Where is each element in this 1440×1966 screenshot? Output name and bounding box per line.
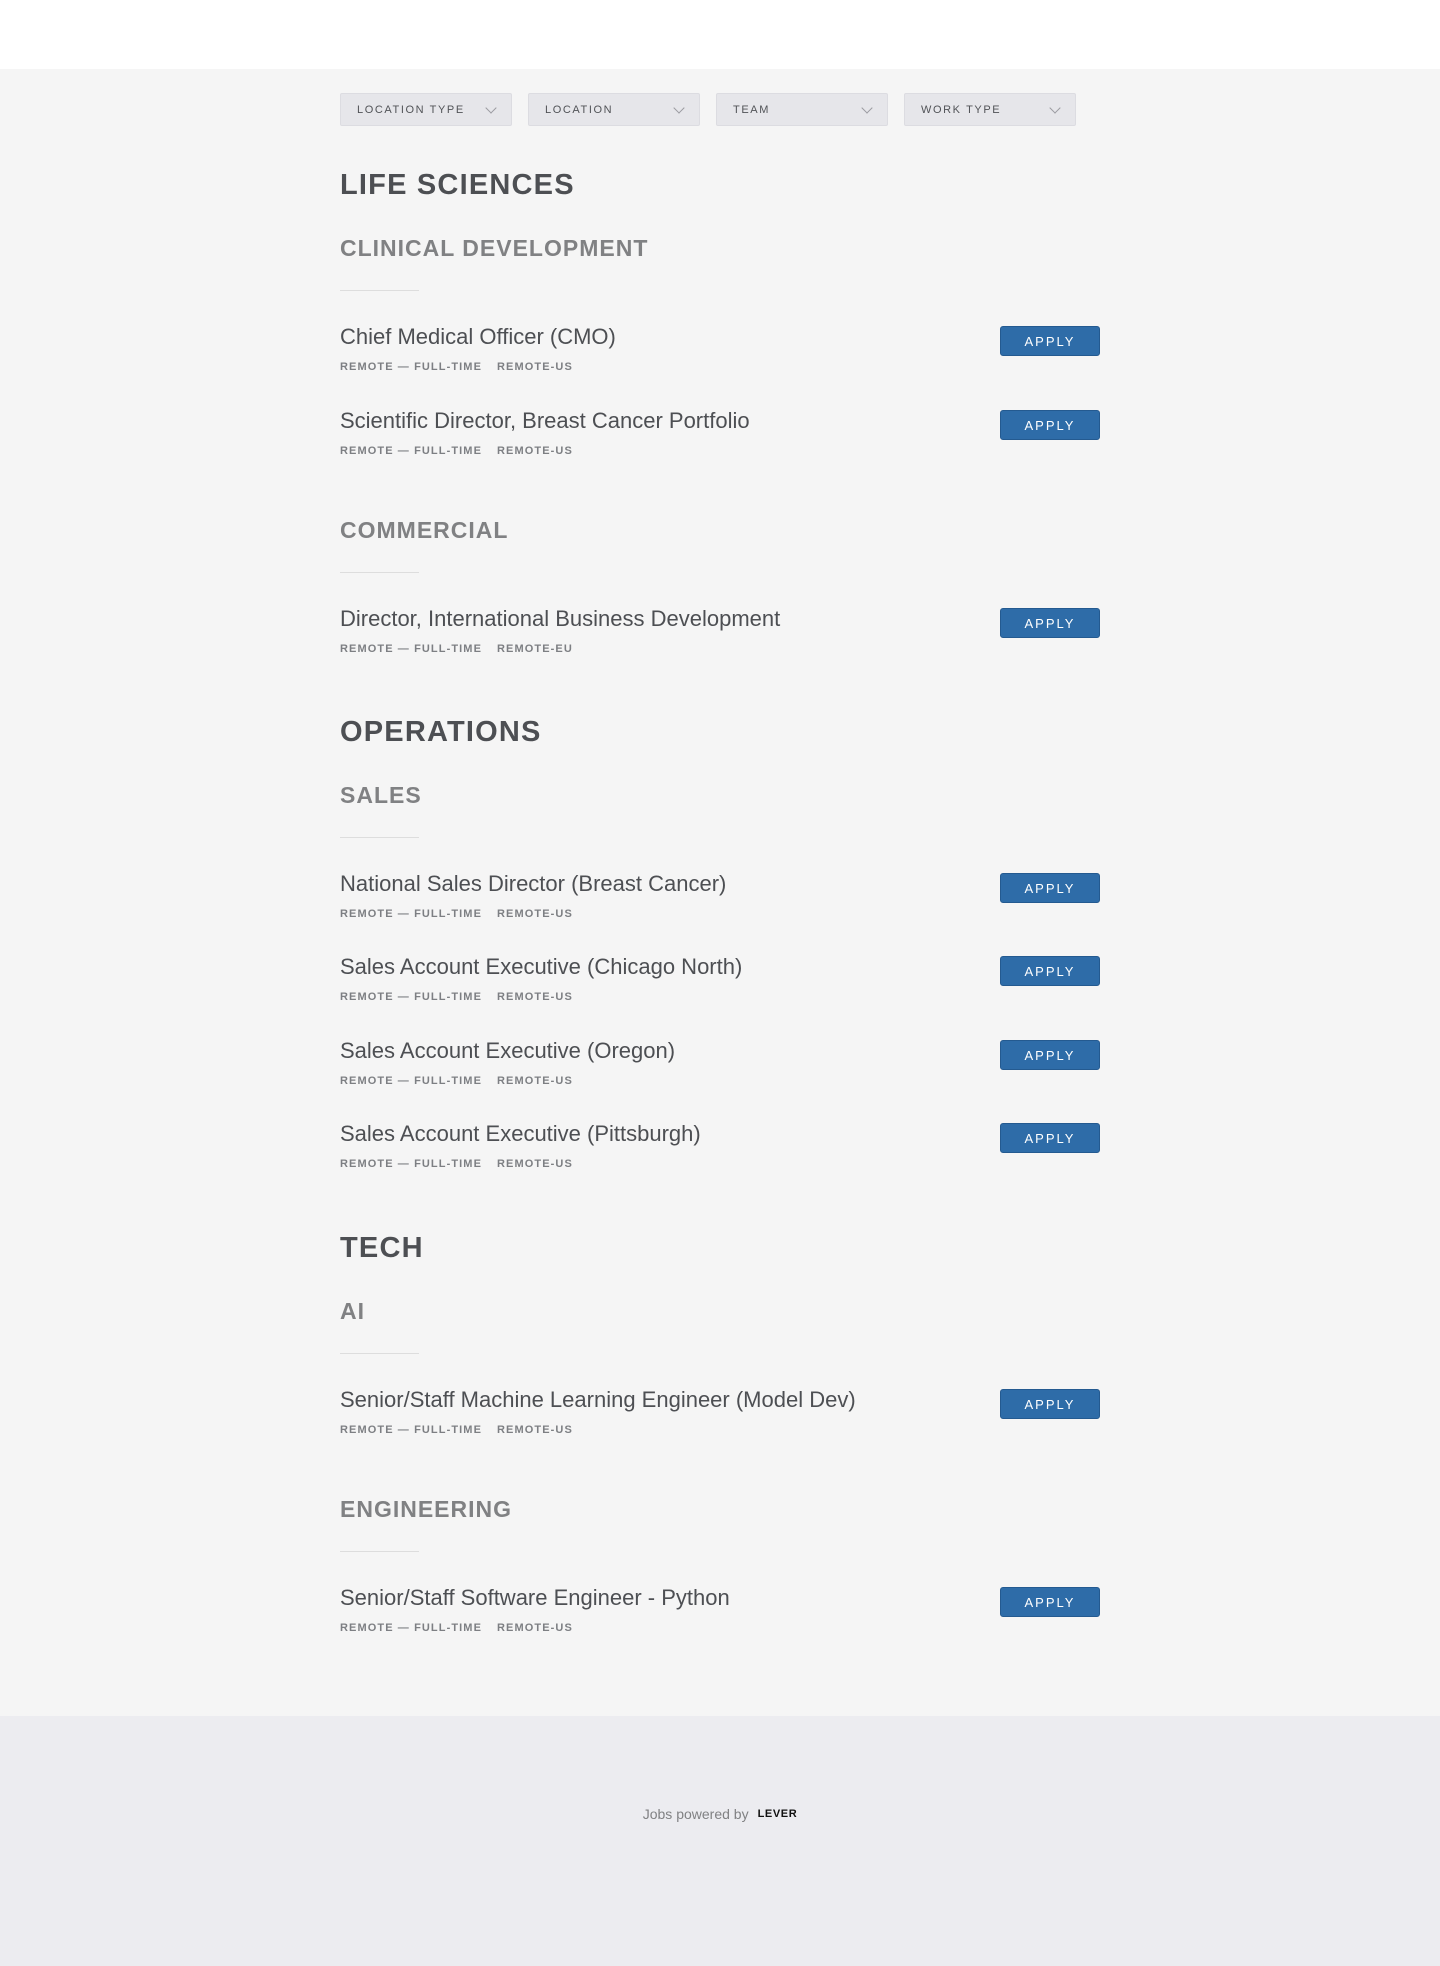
- posting-item: [340, 1387, 1100, 1447]
- posting-commitment: REMOTE — FULL-TIME: [340, 991, 483, 1003]
- posting-commitment: REMOTE — FULL-TIME: [340, 1158, 483, 1170]
- apply-button[interactable]: APPLY: [1000, 608, 1100, 638]
- department-title: TECH: [340, 1232, 424, 1264]
- apply-button[interactable]: APPLY: [1000, 1040, 1100, 1070]
- posting-title-link[interactable]: Sales Account Executive (Pittsburgh): [340, 1121, 701, 1146]
- team-title: ENGINEERING: [340, 1496, 513, 1522]
- posting-location: REMOTE-US: [497, 991, 573, 1003]
- team-title: COMMERCIAL: [340, 517, 509, 543]
- posting-commitment: REMOTE — FULL-TIME: [340, 643, 483, 655]
- chevron-down-icon: [485, 102, 496, 113]
- filter-work-type[interactable]: [904, 93, 1076, 126]
- posting-item: [340, 1585, 1100, 1645]
- filter-label: TEAM: [733, 103, 770, 116]
- chevron-down-icon: [1049, 102, 1060, 113]
- team-divider: [340, 1353, 419, 1354]
- chevron-down-icon: [861, 102, 872, 113]
- team-divider: [340, 290, 419, 291]
- posting-title-link[interactable]: Sales Account Executive (Chicago North): [340, 954, 743, 979]
- posting-title-link[interactable]: Scientific Director, Breast Cancer Portfolio: [340, 408, 750, 433]
- filter-team[interactable]: [716, 93, 888, 126]
- posting-categories: [340, 1424, 573, 1436]
- apply-button[interactable]: APPLY: [1000, 1587, 1100, 1617]
- posting-location: REMOTE-US: [497, 908, 573, 920]
- posting-title-link[interactable]: Senior/Staff Software Engineer - Python: [340, 1585, 730, 1610]
- posting-title-link[interactable]: Senior/Staff Machine Learning Engineer (Model Dev): [340, 1387, 856, 1412]
- posting-categories: [340, 643, 573, 655]
- posting-commitment: REMOTE — FULL-TIME: [340, 361, 483, 373]
- posting-location: REMOTE-US: [497, 1424, 573, 1436]
- lever-logo-link[interactable]: LEVER: [757, 1808, 798, 1820]
- posting-location: REMOTE-US: [497, 1075, 573, 1087]
- posting-categories: [340, 1158, 573, 1170]
- posting-item: [340, 1038, 1100, 1098]
- posting-item: [340, 1121, 1100, 1181]
- posting-commitment: REMOTE — FULL-TIME: [340, 1424, 483, 1436]
- apply-button[interactable]: APPLY: [1000, 326, 1100, 356]
- posting-categories: [340, 991, 573, 1003]
- team-divider: [340, 572, 419, 573]
- chevron-down-icon: [673, 102, 684, 113]
- posting-categories: [340, 445, 573, 457]
- posting-title-link[interactable]: Sales Account Executive (Oregon): [340, 1038, 676, 1063]
- posting-categories: [340, 361, 573, 373]
- apply-button[interactable]: APPLY: [1000, 1123, 1100, 1153]
- posting-title-link[interactable]: National Sales Director (Breast Cancer): [340, 871, 727, 896]
- team-title: SALES: [340, 782, 422, 808]
- posting-location: REMOTE-US: [497, 1622, 573, 1634]
- team-title: CLINICAL DEVELOPMENT: [340, 235, 649, 261]
- posting-item: [340, 954, 1100, 1014]
- apply-button[interactable]: APPLY: [1000, 873, 1100, 903]
- posting-commitment: REMOTE — FULL-TIME: [340, 908, 483, 920]
- page-footer: [0, 1716, 1440, 1966]
- top-header-bar: [0, 0, 1440, 69]
- filter-bar: [340, 93, 1076, 126]
- posting-item: [340, 871, 1100, 931]
- postings-main: [0, 69, 1440, 1716]
- posting-location: REMOTE-US: [497, 445, 573, 457]
- posting-location: REMOTE-EU: [497, 643, 573, 655]
- posting-location: REMOTE-US: [497, 361, 573, 373]
- posting-categories: [340, 908, 573, 920]
- apply-button[interactable]: APPLY: [1000, 956, 1100, 986]
- posting-title-link[interactable]: Chief Medical Officer (CMO): [340, 324, 616, 349]
- posting-title-link[interactable]: Director, International Business Development: [340, 606, 781, 631]
- team-title: AI: [340, 1298, 365, 1324]
- posting-categories: [340, 1075, 573, 1087]
- posting-item: [340, 324, 1100, 384]
- posting-commitment: REMOTE — FULL-TIME: [340, 1622, 483, 1634]
- team-divider: [340, 1551, 419, 1552]
- powered-by-text: Jobs powered by: [642, 1806, 749, 1822]
- filter-location-type[interactable]: [340, 93, 512, 126]
- filter-location[interactable]: [528, 93, 700, 126]
- apply-button[interactable]: APPLY: [1000, 410, 1100, 440]
- department-title: OPERATIONS: [340, 716, 542, 748]
- posting-categories: [340, 1622, 573, 1634]
- powered-by: [0, 1806, 1440, 1822]
- apply-button[interactable]: APPLY: [1000, 1389, 1100, 1419]
- posting-commitment: REMOTE — FULL-TIME: [340, 1075, 483, 1087]
- posting-item: [340, 408, 1100, 468]
- department-title: LIFE SCIENCES: [340, 169, 575, 201]
- team-divider: [340, 837, 419, 838]
- filter-label: LOCATION: [545, 103, 614, 116]
- posting-commitment: REMOTE — FULL-TIME: [340, 445, 483, 457]
- filter-label: LOCATION TYPE: [357, 103, 465, 116]
- filter-label: WORK TYPE: [921, 103, 1002, 116]
- posting-item: [340, 606, 1100, 666]
- posting-location: REMOTE-US: [497, 1158, 573, 1170]
